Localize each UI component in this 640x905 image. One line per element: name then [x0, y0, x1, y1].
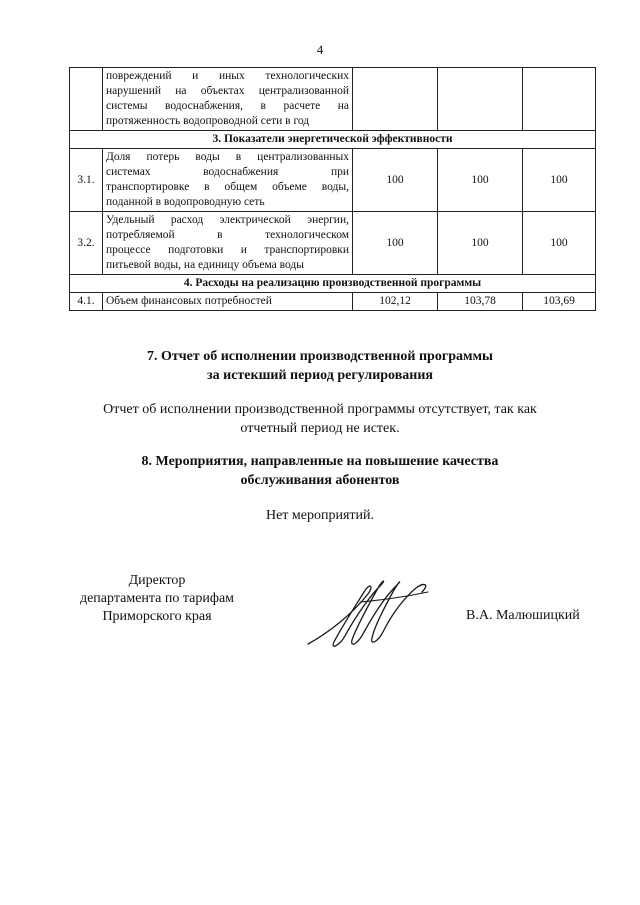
- description-line: Удельный расход электрической энергии,: [106, 214, 349, 226]
- value-cell: 100: [523, 149, 596, 212]
- row-number: 3.1.: [70, 149, 103, 212]
- section3-title: 3. Показатели энергетической эффективности: [70, 131, 596, 149]
- page-number: 4: [316, 42, 324, 57]
- description-line: питьевой воды, на единицу объема воды: [106, 259, 304, 271]
- section8-title-line2: обслуживания абонентов: [240, 473, 400, 488]
- value-cell: [523, 68, 596, 131]
- indicator-description: [103, 149, 353, 212]
- description-line: системах водоснабжения при: [106, 166, 349, 178]
- table-row: [70, 149, 596, 212]
- value-cell: 103,78: [438, 293, 523, 311]
- signatory-name: В.А. Малюшицкий: [466, 608, 580, 623]
- table-row: [70, 68, 596, 131]
- handwritten-signature: [300, 572, 440, 652]
- description-line: повреждений и иных технологических: [106, 70, 349, 82]
- description-line: нарушений на объектах централизованной: [106, 85, 349, 97]
- row-number: 3.2.: [70, 212, 103, 275]
- section8-text: Нет мероприятий.: [265, 508, 375, 523]
- value-cell: 100: [438, 212, 523, 275]
- indicators-table: [69, 67, 596, 311]
- description-line: протяженность водопроводной сети в год: [106, 115, 310, 127]
- description-line: потребляемой в технологическом: [106, 229, 349, 241]
- value-cell: [353, 68, 438, 131]
- value-cell: 102,12: [353, 293, 438, 311]
- indicator-description: [103, 212, 353, 275]
- section7-text-line1: Отчет об исполнении производственной программы отсутствует, так как: [103, 402, 537, 417]
- value-cell: 100: [523, 212, 596, 275]
- description-line: Доля потерь воды в централизованных: [106, 151, 349, 163]
- section8-title-line1: 8. Мероприятия, направленные на повышение качества: [141, 454, 499, 469]
- section-row: [70, 131, 596, 149]
- position-line: департамента по тарифам: [79, 591, 235, 606]
- indicator-description: Объем финансовых потребностей: [103, 293, 353, 311]
- position-line: Директор: [128, 573, 186, 588]
- section-row: [70, 275, 596, 293]
- section7-title-line2: за истекший период регулирования: [207, 368, 433, 383]
- signatory-position: [62, 572, 252, 626]
- description-line: процессе подготовки и транспортировки: [106, 244, 349, 256]
- value-cell: 100: [353, 149, 438, 212]
- value-cell: 100: [438, 149, 523, 212]
- position-line: Приморского края: [102, 609, 212, 624]
- value-cell: [438, 68, 523, 131]
- section4-title: 4. Расходы на реализацию производственной программы: [70, 275, 596, 293]
- table-row: [70, 293, 596, 311]
- section7-text-line2: отчетный период не истек.: [240, 421, 400, 436]
- row-number: 4.1.: [70, 293, 103, 311]
- description-line: поданной в водопроводную сеть: [106, 196, 265, 208]
- row-number: [70, 68, 103, 131]
- description-line: системы водоснабжения, в расчете на: [106, 100, 349, 112]
- table-row: [70, 212, 596, 275]
- section7-title-line1: 7. Отчет об исполнении производственной программы: [146, 349, 493, 364]
- value-cell: 100: [353, 212, 438, 275]
- indicator-description: [103, 68, 353, 131]
- description-line: транспортировке в общем объеме воды,: [106, 181, 349, 193]
- value-cell: 103,69: [523, 293, 596, 311]
